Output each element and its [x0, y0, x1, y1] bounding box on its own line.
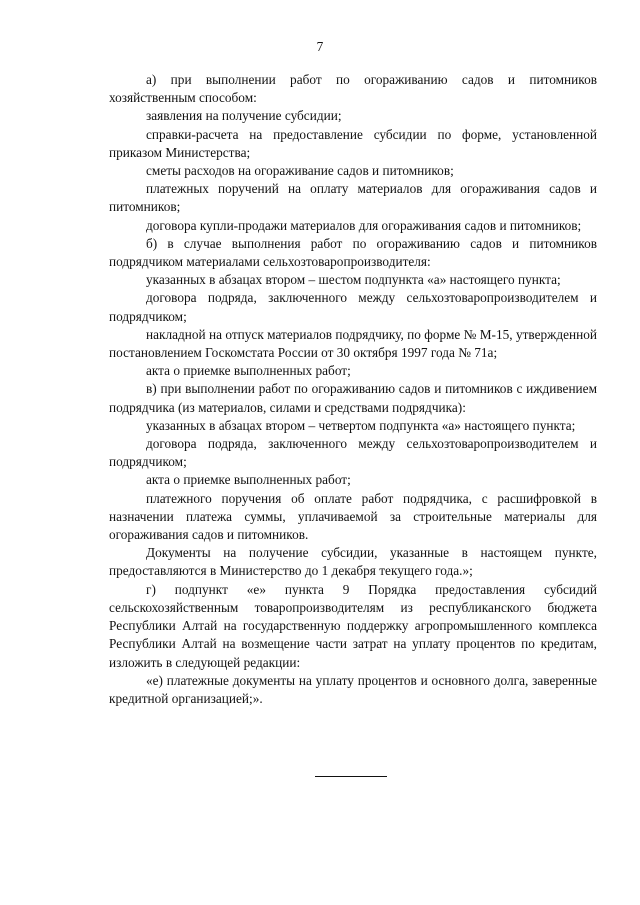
paragraph: справки-расчета на предоставление субсидии по форме, установленной приказом Министерства;: [109, 126, 597, 160]
paragraph: «е) платежные документы на уплату процентов и основного долга, заверенные кредитной организацией;».: [109, 672, 597, 706]
paragraph: платежных поручений на оплату материалов для огораживания садов и питомников;: [109, 181, 597, 215]
paragraph: б) в случае выполнения работ по огораживанию садов и питомников подрядчиком материалами сельхозтоваропроизводителя:: [109, 235, 597, 270]
document-body: [109, 71, 597, 708]
paragraph: в) при выполнении работ по огораживанию садов и питомников с иждивением подрядчика (из материалов, силами и средствами подрядчика):: [109, 381, 597, 415]
paragraph: а) при выполнении работ по огораживанию садов и питомников хозяйственным способом:: [109, 72, 597, 106]
page-number: 7: [316, 39, 324, 54]
paragraph: накладной на отпуск материалов подрядчику, по форме № М-15, утвержденной постановлением Госкомстата России от 30 октября 1997 года № 71а;: [109, 326, 597, 361]
paragraph: договора подряда, заключенного между сельхозтоваропроизводителем и подрядчиком;: [109, 290, 597, 324]
paragraph: заявления на получение субсидии;: [146, 108, 342, 124]
paragraph: договора купли-продажи материалов для огораживания садов и питомников;: [146, 217, 582, 233]
end-rule: [315, 776, 387, 777]
paragraph: указанных в абзацах втором – четвертом подпункта «а» настоящего пункта;: [146, 417, 576, 433]
paragraph: указанных в абзацах втором – шестом подпункта «а» настоящего пункта;: [146, 272, 561, 288]
paragraph: сметы расходов на огораживание садов и питомников;: [146, 163, 454, 179]
paragraph: акта о приемке выполненных работ;: [146, 472, 351, 488]
paragraph: платежного поручения об оплате работ подрядчика, с расшифровкой в назначении платежа суммы, уплачиваемой за строительные материалы для огораживания садов и питомников.: [109, 490, 597, 543]
paragraph: г) подпункт «е» пункта 9 Порядка предоставления субсидий сельскохозяйственным товаропроизводителям из республиканского бюджета Республики Алтай на государственную поддержку агропромышленного комплекса Республики Алтай на возмещение части затрат на уплату процентов по кредитам, изложить в следующей редакции:: [109, 581, 597, 670]
paragraph: Документы на получение субсидии, указанные в настоящем пункте, предоставляются в Министерство до 1 декабря текущего года.»;: [109, 545, 597, 579]
paragraph: договора подряда, заключенного между сельхозтоваропроизводителем и подрядчиком;: [109, 436, 597, 470]
paragraph: акта о приемке выполненных работ;: [146, 363, 351, 379]
